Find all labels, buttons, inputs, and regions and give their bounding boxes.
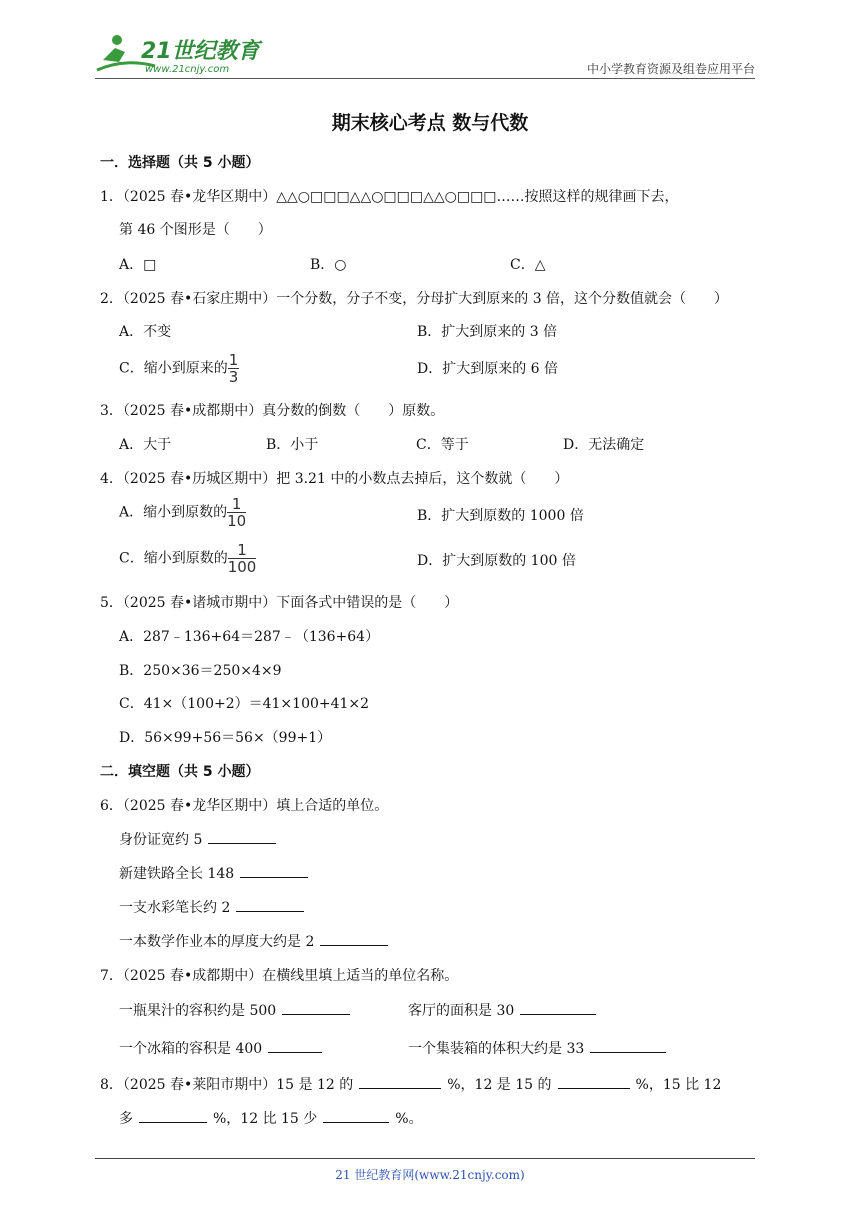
q2-option-c-text: C．缩小到原来的 <box>119 360 228 377</box>
q8-text-1: 8．（2025 春•莱阳市期中）15 是 12 的 <box>100 1077 354 1093</box>
q7-line-1-right-text: 客厅的面积是 30 <box>408 1003 515 1019</box>
answer-blank[interactable] <box>139 1108 207 1123</box>
q4-stem: 4．（2025 春•历城区期中）把 3.21 中的小数点去掉后，这个数就（ ） <box>100 471 569 487</box>
q6-stem: 6．（2025 春•龙华区期中）填上合适的单位。 <box>100 798 389 814</box>
answer-blank[interactable] <box>520 1000 596 1015</box>
q7-line-1-left <box>119 1000 350 1020</box>
fraction: $\frac{1}{100}$ <box>227 541 257 576</box>
q7-line-1-right <box>408 1000 596 1020</box>
q6-line-2-text: 新建铁路全长 148 <box>119 866 235 882</box>
header-divider <box>95 78 755 79</box>
q4-option-b[interactable]: B．扩大到原数的 1000 倍 <box>417 508 584 524</box>
q7-line-2-right <box>408 1038 666 1058</box>
footer-divider <box>95 1158 755 1159</box>
q4-option-a-text: A．缩小到原数的 <box>119 504 228 521</box>
q2-option-a[interactable]: A．不变 <box>119 324 172 340</box>
q6-line-3 <box>119 897 304 917</box>
answer-blank[interactable] <box>236 897 304 912</box>
q6-line-4-text: 一本数学作业本的厚度大约是 2 <box>119 934 315 950</box>
q5-option-d[interactable]: D．56×99+56＝56×（99+1） <box>119 730 332 746</box>
q7-line-2-left <box>119 1038 322 1058</box>
q2-option-c[interactable] <box>119 352 239 385</box>
answer-blank[interactable] <box>590 1038 666 1053</box>
answer-blank[interactable] <box>268 1038 322 1053</box>
q7-line-1-left-text: 一瓶果汁的容积约是 500 <box>119 1003 277 1019</box>
answer-blank[interactable] <box>359 1074 441 1089</box>
q2-option-d[interactable]: D．扩大到原来的 6 倍 <box>417 361 559 377</box>
header-platform-text: 中小学教育资源及组卷应用平台 <box>586 62 755 76</box>
q1-stem-cont: 第 46 个图形是（ ） <box>119 222 272 238</box>
page-title: 期末核心考点 数与代数 <box>331 112 529 134</box>
q4-option-d[interactable]: D．扩大到原数的 100 倍 <box>417 553 576 569</box>
q1-stem: 1．（2025 春•龙华区期中）△△○□□□△△○□□□△△○□□□……按照这样的规律画下去， <box>100 189 679 205</box>
footer-link[interactable]: 21 世纪教育网(www.21cnjy.com) <box>335 1168 525 1182</box>
answer-blank[interactable] <box>208 829 276 844</box>
q8-text-2: %，12 是 15 的 <box>447 1077 552 1093</box>
section-heading-fill: 二．填空题（共 5 小题） <box>100 764 260 780</box>
q5-option-c[interactable]: C．41×（100+2）＝41×100+41×2 <box>119 696 370 712</box>
q4-option-a[interactable] <box>119 496 246 529</box>
q6-line-2 <box>119 863 308 883</box>
q7-line-2-right-text: 一个集装箱的体积大约是 33 <box>408 1041 585 1057</box>
q1-option-a[interactable]: A．□ <box>119 257 157 273</box>
q4-option-c[interactable] <box>119 542 256 575</box>
svg-text:21世纪教育: 21世纪教育 <box>141 39 260 64</box>
q6-line-4 <box>119 931 388 951</box>
page-header <box>95 30 755 80</box>
q6-line-1-text: 身份证宽约 5 <box>119 832 203 848</box>
answer-blank[interactable] <box>558 1074 630 1089</box>
q7-stem: 7．（2025 春•成都期中）在横线里填上适当的单位名称。 <box>100 968 459 984</box>
answer-blank[interactable] <box>282 1000 350 1015</box>
q3-option-c[interactable]: C．等于 <box>416 437 469 453</box>
logo-21cnjy <box>95 30 265 76</box>
q4-option-c-text: C．缩小到原数的 <box>119 550 228 567</box>
q8-line-1 <box>100 1074 721 1094</box>
q6-line-1 <box>119 829 276 849</box>
q8-text-4: 多 <box>119 1111 133 1127</box>
q3-stem: 3．（2025 春•成都期中）真分数的倒数（ ）原数。 <box>100 403 445 419</box>
q3-option-d[interactable]: D．无法确定 <box>563 437 645 453</box>
section-heading-choice: 一．选择题（共 5 小题） <box>100 155 260 171</box>
q8-line-2 <box>119 1108 423 1128</box>
answer-blank[interactable] <box>240 863 308 878</box>
q5-option-a[interactable]: A．287﹣136+64＝287﹣（136+64） <box>119 629 380 645</box>
fraction: $\frac{1}{3}$ <box>228 351 239 386</box>
q8-text-3: %，15 比 12 <box>635 1077 722 1093</box>
q6-line-3-text: 一支水彩笔长约 2 <box>119 900 231 916</box>
q1-option-c[interactable]: C．△ <box>510 257 546 273</box>
answer-blank[interactable] <box>320 931 388 946</box>
answer-blank[interactable] <box>323 1108 389 1123</box>
q1-option-b[interactable]: B．○ <box>310 257 347 273</box>
q5-stem: 5．（2025 春•诸城市期中）下面各式中错误的是（ ） <box>100 595 459 611</box>
q7-line-2-left-text: 一个冰箱的容积是 400 <box>119 1041 263 1057</box>
fraction: $\frac{1}{10}$ <box>227 495 247 530</box>
q2-stem: 2．（2025 春•石家庄期中）一个分数，分子不变，分母扩大到原来的 3 倍，这个分数值就会（ ） <box>100 291 729 307</box>
q8-text-5: %，12 比 15 少 <box>213 1111 318 1127</box>
q3-option-b[interactable]: B．小于 <box>266 437 319 453</box>
q8-text-6: %。 <box>395 1111 423 1127</box>
svg-text:www.21cnjy.com: www.21cnjy.com <box>145 64 230 75</box>
q2-option-b[interactable]: B．扩大到原来的 3 倍 <box>417 324 558 340</box>
q3-option-a[interactable]: A．大于 <box>119 437 172 453</box>
q5-option-b[interactable]: B．250×36＝250×4×9 <box>119 663 282 679</box>
